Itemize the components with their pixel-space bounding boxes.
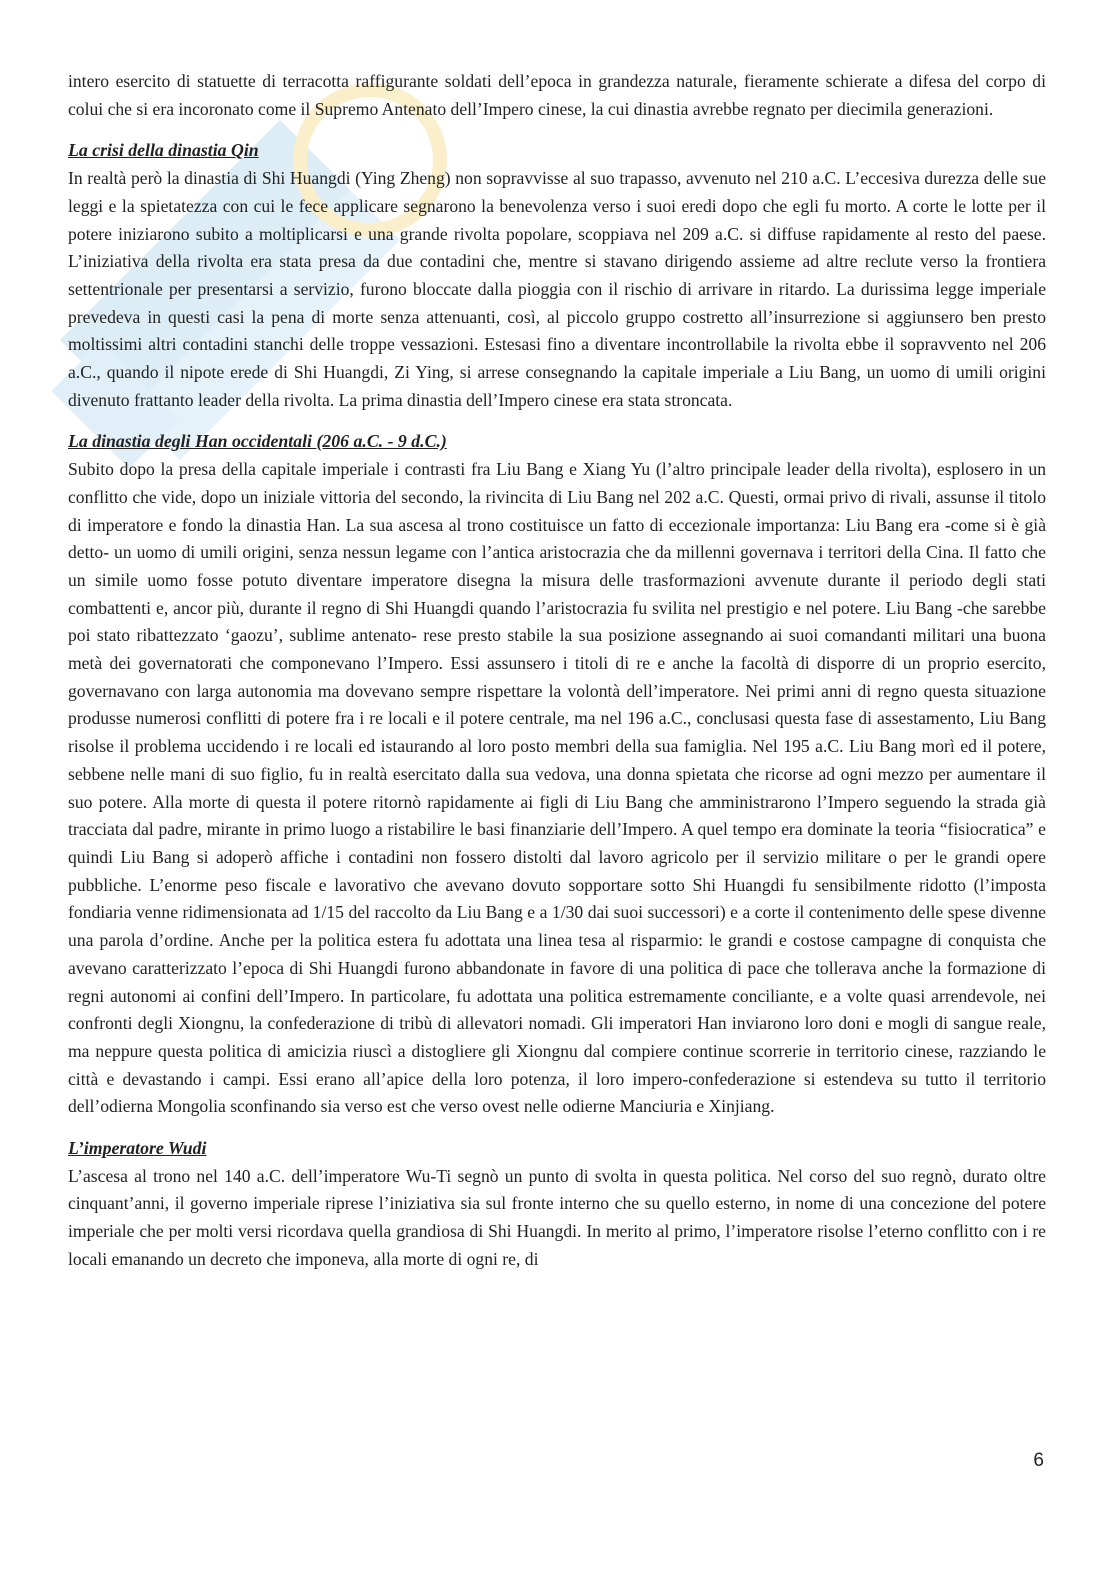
section-body-wudi: L’ascesa al trono nel 140 a.C. dell’imperatore Wu-Ti segnò un punto di svolta in questa politica. Nel corso del suo regnò, durato oltre cinquant’anni, il governo imperiale riprese l’iniziativa sia sul fronte interno che su quello esterno, in nome di una concezione del potere imperiale che per molti versi ricordava quella grandiosa di Shi Huangdi. In merito al primo, l’imperatore risolse l’eterno conflitto con i re locali emanando un decreto che imponeva, alla morte di ogni re, di	[68, 1165, 1046, 1269]
section-body-qin-crisis: In realtà però la dinastia di Shi Huangdi (Ying Zheng) non sopravvisse al suo trapasso, avvenuto nel 210 a.C. L’eccesiva durezza delle sue leggi e la spietatezza con cui le fece applicare segnarono la benevolenza verso i suoi eredi dopo che egli fu morto. A corte le lotte per il potere iniziarono subito a moltiplicarsi e una grande rivolta popolare, scoppiava nel 209 a.C. si diffuse rapidamente al resto del paese. L’iniziativa della rivolta era stata presa da due contadini che, mentre si stavano dirigendo assieme ad altre reclute verso la frontiera settentrionale per presentarsi a servizio, furono bloccate dalla pioggia con il rischio di arrivare in ritardo. La durissima legge imperiale prevedeva in questi casi la pena di morte senza attenuanti, così, al piccolo gruppo costretto all’insurrezione si aggiunsero ben presto moltissimi altri contadini stanchi delle troppe vessazioni. Estesasi fino a diventare incontrollabile la rivolta ebbe il sopravvento nel 206 a.C., quando il nipote erede di Shi Huangdi, Zi Ying, si arrese consegnando la capitale imperiale a Liu Bang, un uomo di umili origini divenuto frattanto leader della rivolta. La prima dinastia dell’Impero cinese era stata stroncata.	[68, 168, 1046, 410]
section-heading-qin-crisis: La crisi della dinastia Qin	[68, 140, 259, 161]
section-heading-wudi: L’imperatore Wudi	[68, 1138, 207, 1159]
document-page	[68, 68, 1046, 1288]
section-body-western-han: Subito dopo la presa della capitale imperiale i contrasti fra Liu Bang e Xiang Yu (l’altro principale leader della rivolta), esplosero in un conflitto che vide, dopo un iniziale vittoria del secondo, la rivincita di Liu Bang nel 202 a.C. Questi, ormai privo di rivali, assunse il titolo di imperatore e fondo la dinastia Han. La sua ascesa al trono costituisce un fatto di eccezionale importanza: Liu Bang era -come si è già detto- un uomo di umili origini, senza nessun legame con l’antica aristocrazia che da millenni governava i territori della Cina. Il fatto che un simile uomo fosse potuto diventare imperatore disegna la misura delle trasformazioni avvenute durante il periodo degli stati combattenti e, ancor più, durante il regno di Shi Huangdi quando l’aristocrazia fu svilita nel prestigio e nel potere. Liu Bang -che sarebbe poi stato ribattezzato ‘gaozu’, sublime antenato- rese presto stabile la sua posizione assegnando ai suoi comandanti militari una buona metà dei governatorati che componevano l’Impero. Essi assunsero i titoli di re e anche la facoltà di disporre di un proprio esercito, governavano con larga autonomia ma dovevano sempre rispettare la volontà dell’imperatore. Nei primi anni di regno questa situazione produsse numerosi conflitti di potere fra i re locali e il potere centrale, ma nel 196 a.C., conclusasi questa fase di assestamento, Liu Bang risolse il problema uccidendo i re locali ed istaurando al loro posto membri della sua famiglia. Nel 195 a.C. Liu Bang morì ed il potere, sebbene nelle mani di suo figlio, fu in realtà esercitato dalla sua vedova, una donna spietata che ricorse ad ogni mezzo per aumentare il suo potere. Alla morte di questa il potere ritornò rapidamente ai figli di Liu Bang che amministrarono l’Impero seguendo la strada già tracciata dal padre, mirante in primo luogo a ristabilire le basi finanziarie dell’Impero. A quel tempo era dominate la teoria “fisiocratica” e quindi Liu Bang si adoperò affiche i contadini non fossero distolti dal lavoro agricolo per il servizio militare o per le grandi opere pubbliche. L’enorme peso fiscale e lavorativo che avevano dovuto sopportare sotto Shi Huangdi fu sensibilmente ridotto (l’imposta fondiaria venne ridimensionata ad 1/15 del raccolto da Liu Bang e a 1/30 dai suoi successori) e a corte il contenimento delle spese divenne una parola d’ordine. Anche per la politica estera fu adottata una linea tesa al risparmio: le grandi e costose campagne di conquista che avevano caratterizzato l’epoca di Shi Huangdi furono abbandonate in favore di una politica di pace che tollerava anche la formazione di regni autonomi ai confini dell’Impero. In particolare, fu adottata una politica estremamente conciliante, e a volte quasi arrendevole, nei confronti degli Xiongnu, la confederazione di tribù di allevatori nomadi. Gli imperatori Han inviarono loro doni e mogli di sangue reale, ma neppure questa politica di amicizia riuscì a distogliere gli Xiongnu dal compiere continue scorrerie in territorio cinese, razziando le città e devastando i campi. Essi erano all’apice della loro potenza, il loro impero-confederazione si estendeva su tutto il territorio dell’odierna Mongolia sconfinando sia verso est che verso ovest nelle odierne Manciuria e Xinjiang.	[68, 459, 1046, 1117]
opening-paragraph: intero esercito di statuette di terracotta raffigurante soldati dell’epoca in grandezza naturale, fieramente schierate a difesa del corpo di colui che si era incoronato come il Supremo Antenato dell’Impero cinese, la cui dinastia avrebbe regnato per diecimila generazioni.	[68, 71, 1046, 119]
page-number: 6	[1033, 1450, 1044, 1471]
section-heading-western-han: La dinastia degli Han occidentali (206 a.C. - 9 d.C.)	[68, 431, 447, 452]
